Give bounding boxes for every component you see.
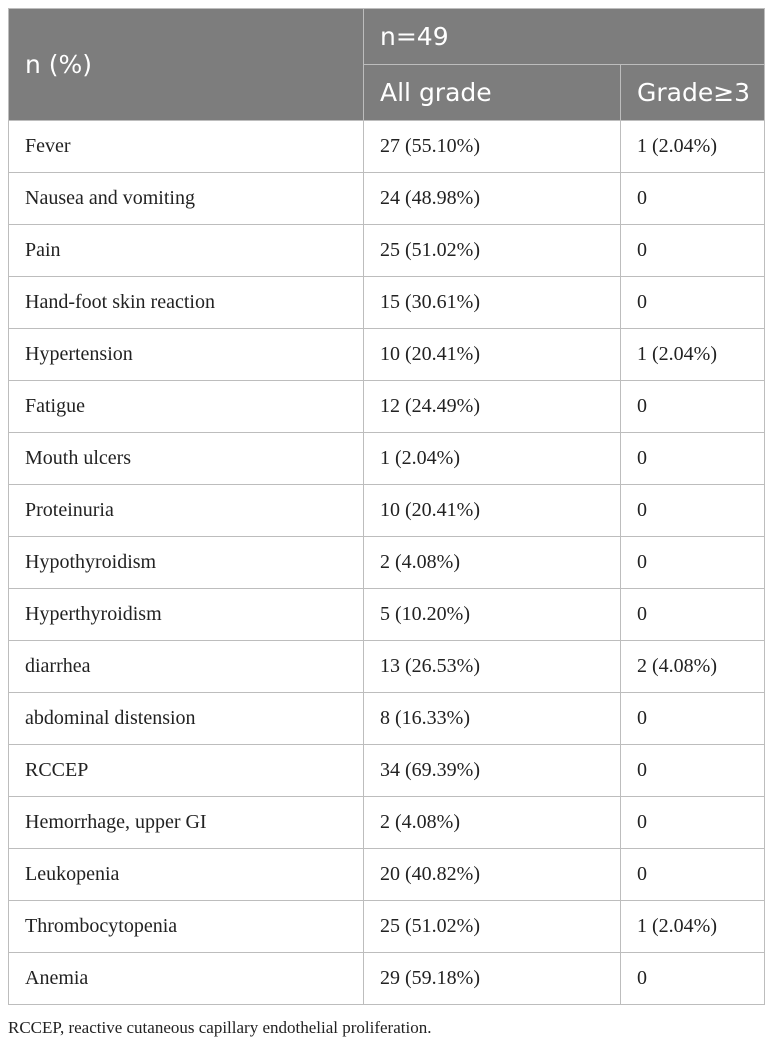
event-name: diarrhea [9,641,364,693]
table-row [9,693,765,745]
all-grade-value: 29 (59.18%) [364,953,621,1005]
all-grade-value: 25 (51.02%) [364,225,621,277]
grade3-value: 0 [621,381,765,433]
grade3-value: 1 (2.04%) [621,121,765,173]
grade3-value: 0 [621,953,765,1005]
table-row [9,901,765,953]
all-grade-value: 10 (20.41%) [364,329,621,381]
adverse-events-table [8,8,765,1005]
all-grade-header: All grade [364,65,621,121]
all-grade-value: 2 (4.08%) [364,797,621,849]
all-grade-value: 15 (30.61%) [364,277,621,329]
grade3-value: 0 [621,277,765,329]
event-name: Hypertension [9,329,364,381]
all-grade-value: 20 (40.82%) [364,849,621,901]
table-row [9,485,765,537]
row-label-header: n (%) [9,9,364,121]
table-row [9,537,765,589]
all-grade-value: 27 (55.10%) [364,121,621,173]
grade3-value: 0 [621,745,765,797]
event-name: Hyperthyroidism [9,589,364,641]
event-name: Fever [9,121,364,173]
grade3-value: 0 [621,433,765,485]
grade3-value: 0 [621,225,765,277]
grade3-value: 0 [621,173,765,225]
all-grade-value: 25 (51.02%) [364,901,621,953]
table-row [9,329,765,381]
grade3-value: 0 [621,485,765,537]
all-grade-value: 2 (4.08%) [364,537,621,589]
all-grade-value: 1 (2.04%) [364,433,621,485]
grade3-value: 0 [621,849,765,901]
table-row [9,433,765,485]
grade3-header: Grade≥3 [621,65,765,121]
group-header: n=49 [364,9,765,65]
all-grade-value: 24 (48.98%) [364,173,621,225]
all-grade-value: 8 (16.33%) [364,693,621,745]
all-grade-value: 13 (26.53%) [364,641,621,693]
event-name: Hypothyroidism [9,537,364,589]
table-row [9,173,765,225]
table-row [9,953,765,1005]
event-name: Thrombocytopenia [9,901,364,953]
event-name: Mouth ulcers [9,433,364,485]
grade3-value: 0 [621,693,765,745]
event-name: Fatigue [9,381,364,433]
event-name: Hand-foot skin reaction [9,277,364,329]
table-row [9,797,765,849]
grade3-value: 0 [621,537,765,589]
table-row [9,589,765,641]
grade3-value: 1 (2.04%) [621,329,765,381]
all-grade-value: 12 (24.49%) [364,381,621,433]
table-row [9,121,765,173]
all-grade-value: 34 (69.39%) [364,745,621,797]
event-name: RCCEP [9,745,364,797]
table-row [9,225,765,277]
event-name: Pain [9,225,364,277]
table-footnote: RCCEP, reactive cutaneous capillary endothelial proliferation. [8,1018,432,1037]
event-name: abdominal distension [9,693,364,745]
event-name: Nausea and vomiting [9,173,364,225]
table-row [9,745,765,797]
grade3-value: 1 (2.04%) [621,901,765,953]
grade3-value: 2 (4.08%) [621,641,765,693]
table-row [9,277,765,329]
all-grade-value: 5 (10.20%) [364,589,621,641]
grade3-value: 0 [621,589,765,641]
table-row [9,641,765,693]
event-name: Anemia [9,953,364,1005]
event-name: Proteinuria [9,485,364,537]
table-row [9,849,765,901]
event-name: Hemorrhage, upper GI [9,797,364,849]
table-row [9,381,765,433]
grade3-value: 0 [621,797,765,849]
all-grade-value: 10 (20.41%) [364,485,621,537]
event-name: Leukopenia [9,849,364,901]
